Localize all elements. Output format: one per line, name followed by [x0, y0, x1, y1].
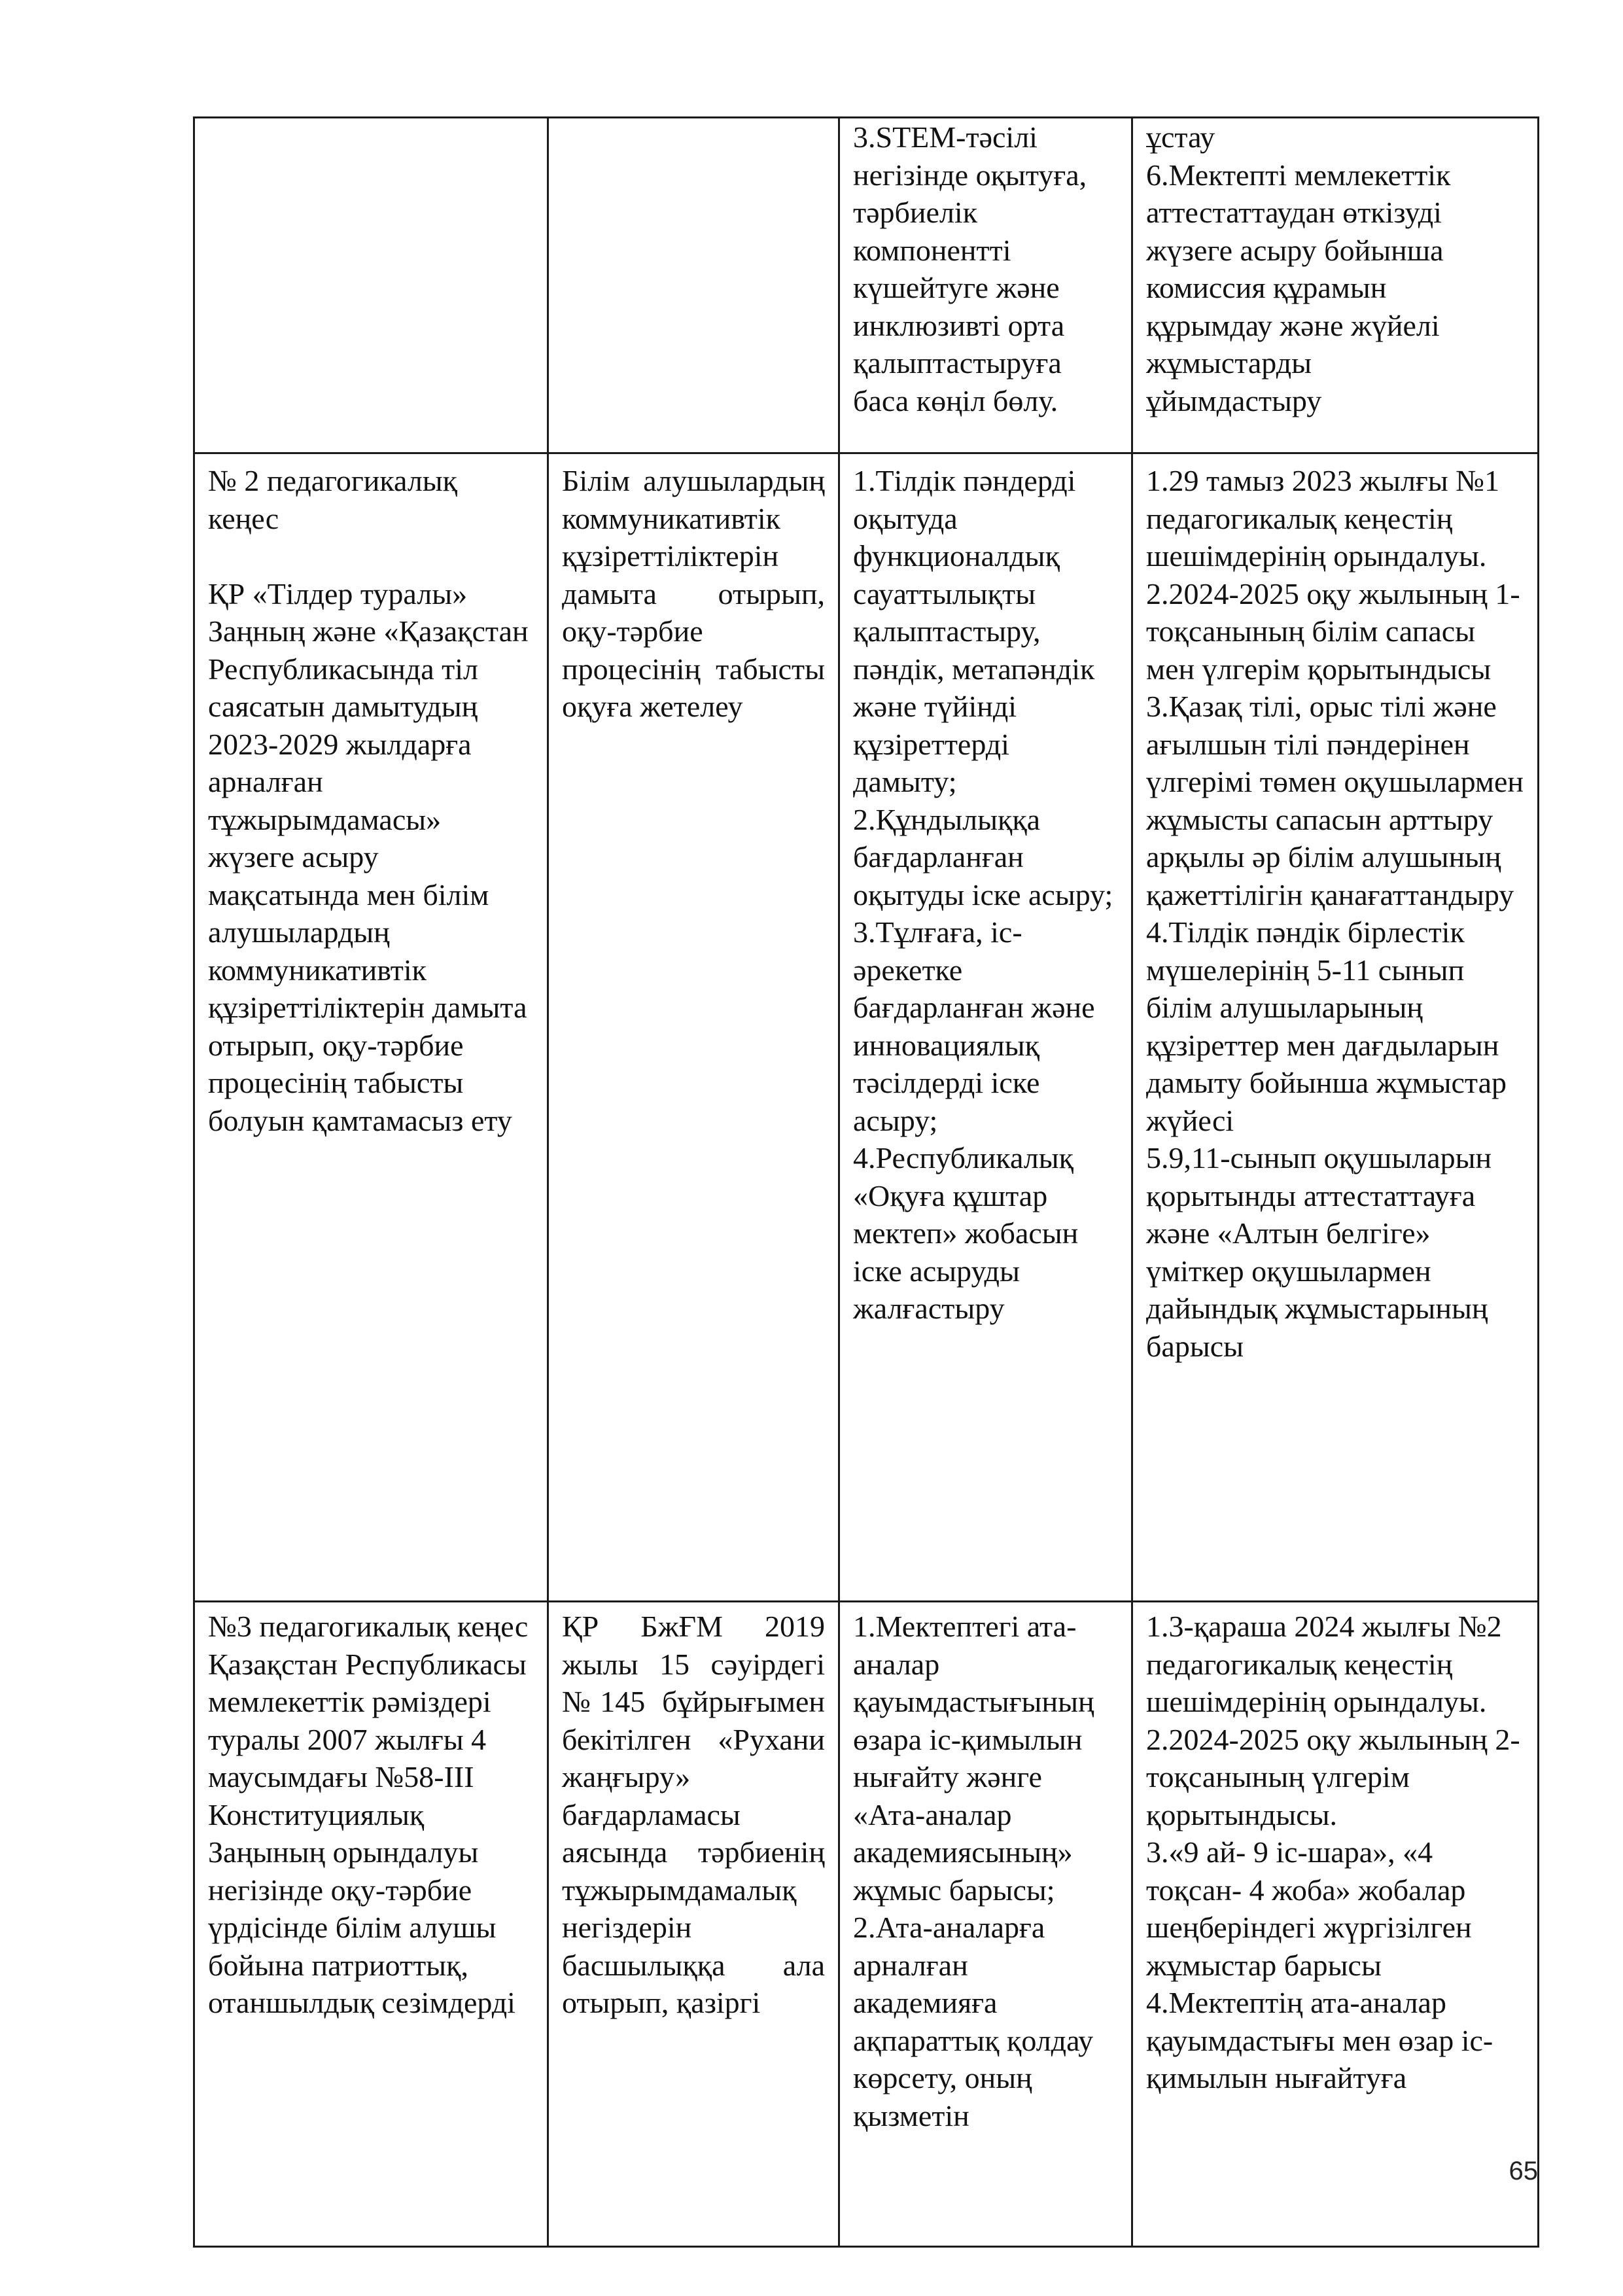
text-line: ұстау	[1146, 120, 1215, 154]
meeting-topic: Қазақстан Республикасы мемлекеттік рәміздері туралы 2007 жылғы 4 маусымдағы №58-III Конституциялық Заңының орындалуы негізінде оқу-тәрбие үрдісінде білім алушы бойына патриоттық, отаншылдық сезімдерді	[208, 1647, 527, 2019]
task-item: 1.Мектептегі ата-аналар қауымдастығының өзара іс-қимылын нығайту жәнге «Ата-аналар академиясының» жұмыс барысы;	[853, 1610, 1094, 1907]
text-line: компонентті	[853, 233, 1011, 267]
cell-agenda	[1132, 453, 1539, 1602]
cell-tasks	[839, 118, 1132, 453]
task-item: 1.Тілдік пәндерді оқытуда функционалдық сауаттылықты қалыптастыру, пәндік, метапәндік және түйінді құзіреттерді дамыту;	[853, 464, 1095, 798]
agenda-item: 4.Мектептің ата-аналар қауымдастығы мен өзар іс-қимылын нығайтуға	[1146, 1986, 1493, 2094]
cell-tasks	[839, 1602, 1132, 2247]
text-line: 6.Мектепті мемлекеттік	[1146, 158, 1451, 192]
meeting-heading: № 2 педагогикалық кеңес	[208, 464, 458, 535]
table-row	[194, 1602, 1539, 2247]
agenda-item: 4.Тілдік пәндік бірлестік мүшелерінің 5-11 сынып білім алушыларының құзіреттер мен дағдыларын дамыту бойынша жұмыстар жүйесі	[1146, 915, 1507, 1137]
text-line: тәрбиелік	[853, 196, 978, 229]
agenda-item: 2.2024-2025 оқу жылының 1-тоқсанының білім сапасы мен үлгерім қорытындысы	[1146, 576, 1520, 686]
table-row	[194, 118, 1539, 453]
text-line: құрымдау және жүйелі	[1146, 308, 1440, 342]
cell-meeting-title	[194, 118, 548, 453]
text-line: қалыптастыруға	[853, 346, 1062, 380]
agenda-item: 3.«9 ай- 9 іс-шара», «4 тоқсан- 4 жоба» жобалар шеңберіндегі жүргізілген жұмыстар барысы	[1146, 1835, 1472, 1982]
task-item: 2.Ата-аналарға арналған академияға ақпараттық қолдау көрсету, оның қызметін	[853, 1911, 1094, 2132]
cell-goal	[548, 118, 839, 453]
cell-goal: ҚР БжҒМ 2019 жылы 15 сәуірдегі №145 бұйрығымен бекітілген «Рухани жаңғыру» бағдарламасы аясында тәрбиенің тұжырымдамалық негіздерін басшылыққа ала отырып, қазіргі	[548, 1602, 839, 2247]
agenda-item: 1.29 тамыз 2023 жылғы №1 педагогикалық кеңестің шешімдерінің орындалуы.	[1146, 464, 1500, 573]
cell-tasks	[839, 453, 1132, 1602]
agenda-item: 3.Қазақ тілі, орыс тілі және ағылшын тілі пәндерінен үлгерімі төмен оқушылармен жұмысты сапасын арттыру арқылы әр білім алушының қажеттілігін қанағаттандыру	[1146, 690, 1524, 911]
task-item: 2.Құндылыққа бағдарланған оқытуды іске асыру;	[853, 802, 1113, 911]
text-line: жұмыстарды	[1146, 346, 1312, 380]
agenda-item: 5.9,11-сынып оқушыларын қорытынды аттестаттауға және «Алтын белгіге» үміткер оқушылармен дайындық жұмыстарының барысы	[1146, 1141, 1492, 1363]
text-line: жүзеге асыру бойынша	[1146, 233, 1444, 267]
text-line: 3.STEM-тәсілі	[853, 120, 1038, 154]
meeting-topic: ҚР «Тілдер туралы» Заңның және «Қазақстан Республикасында тіл саясатын дамытудың 2023-2029 жылдарға арналған тұжырымдамасы» жүзеге асыру мақсатында мен білім алушылардың коммуникативтік құзіреттіліктерін дамыта отырып, оқу-тәрбие процесінің табысты болуын қамтамасыз ету	[208, 576, 529, 1137]
text-line: инклюзивті орта	[853, 308, 1065, 342]
agenda-item: 1.3-қараша 2024 жылғы №2 педагогикалық кеңестің шешімдерінің орындалуы.	[1146, 1610, 1502, 1718]
agenda-item: 2.2024-2025 оқу жылының 2-тоқсанының үлгерім қорытындысы.	[1146, 1722, 1520, 1831]
cell-agenda	[1132, 1602, 1539, 2247]
text-line: ұйымдастыру	[1146, 383, 1322, 417]
cell-meeting-title	[194, 1602, 548, 2247]
spacer	[208, 537, 534, 575]
text-line: негізінде оқытуға,	[853, 158, 1087, 192]
task-item: 3.Тұлғаға, іс-әрекетке бағдарланған және инновациялық тәсілдерді іске асыру;	[853, 915, 1095, 1137]
cell-agenda	[1132, 118, 1539, 453]
page-number: 65	[1509, 2157, 1538, 2185]
text-line: күшейтуге және	[853, 271, 1060, 304]
text-line: комиссия құрамын	[1146, 271, 1387, 304]
cell-goal: Білім алушылардың коммуникативтік құзіреттіліктерін дамыта отырып, оқу-тәрбие процесінің табысты оқуға жетелеу	[548, 453, 839, 1602]
meeting-heading: №3 педагогикалық кеңес	[208, 1610, 529, 1643]
cell-meeting-title	[194, 453, 548, 1602]
task-item: 4.Республикалық «Оқуға құштар мектеп» жобасын іске асыруды жалғастыру	[853, 1141, 1079, 1325]
text-line: аттестаттаудан өткізуді	[1146, 196, 1442, 229]
table-row	[194, 453, 1539, 1602]
text-line: баса көңіл бөлу.	[853, 383, 1058, 417]
meetings-table	[193, 116, 1539, 2248]
